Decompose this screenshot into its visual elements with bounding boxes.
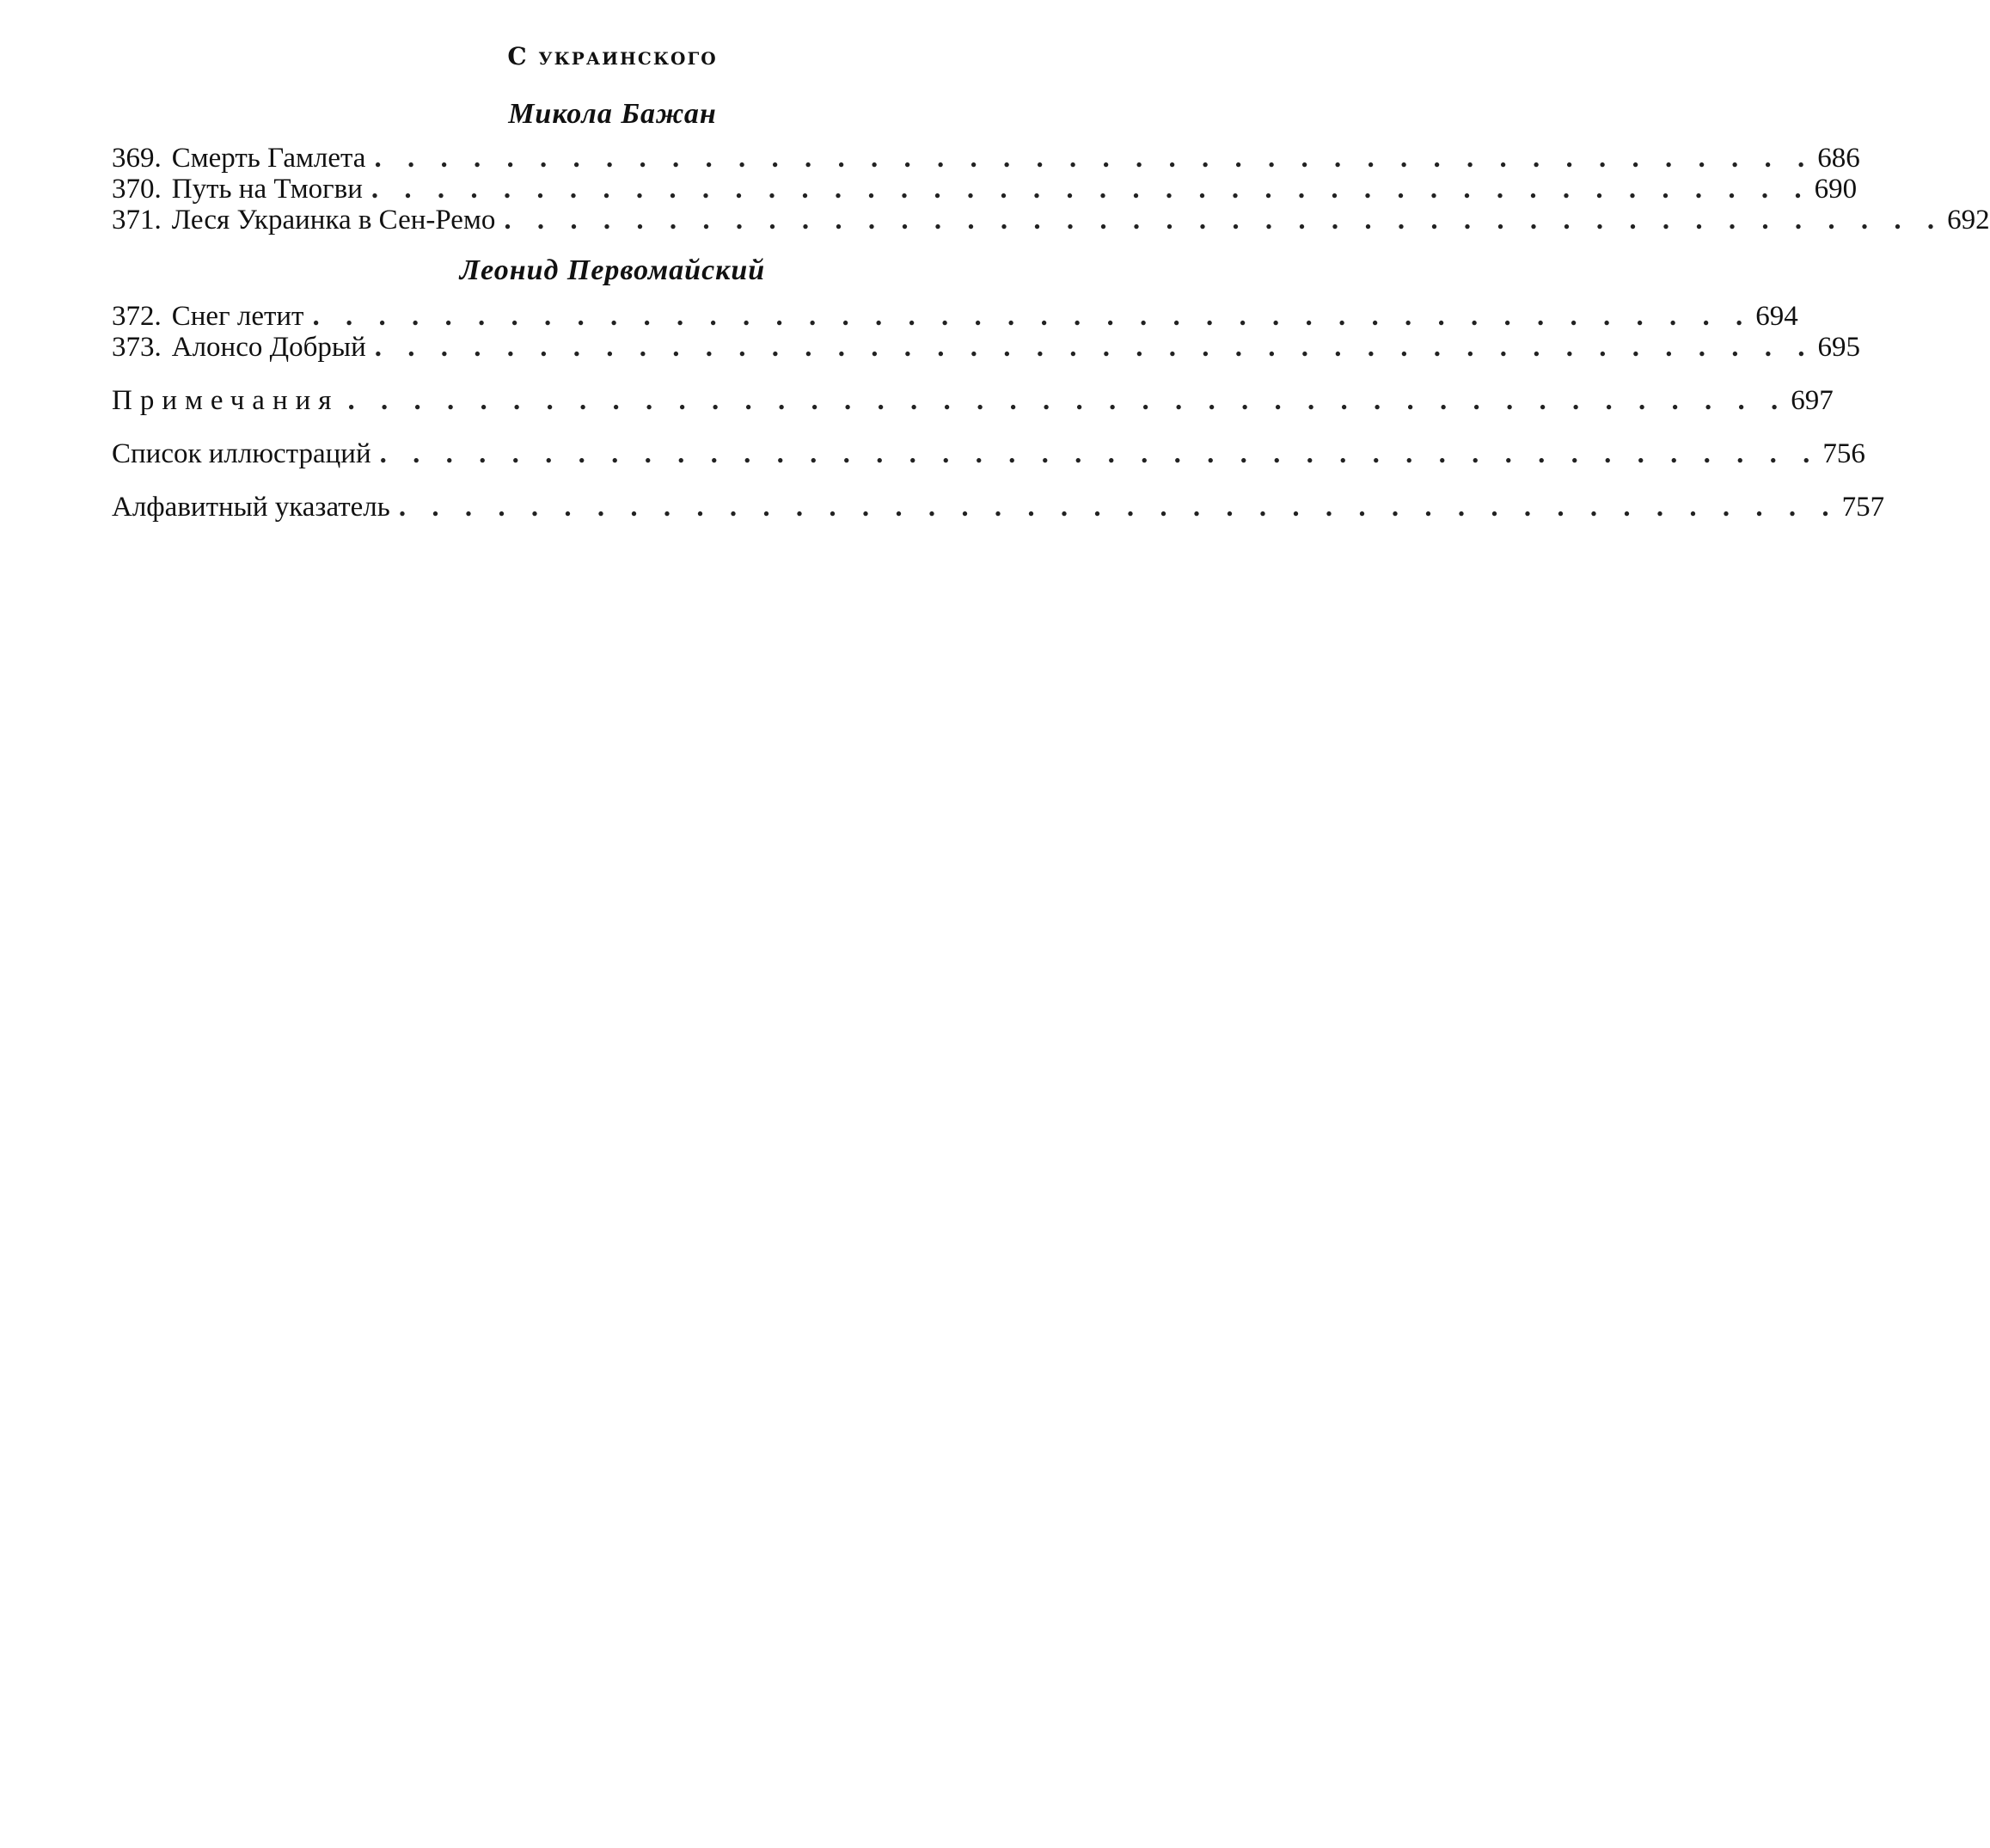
dot-leader: . . . . . . . . . . . . . . . . . . . . . . . . . . . . . . . . . . . . . . . . . . . . bbox=[504, 205, 1944, 236]
entry-page-number: 756 bbox=[1822, 438, 1865, 469]
entry-page-number: 694 bbox=[1755, 301, 1798, 332]
entry-number: 369. bbox=[112, 143, 162, 174]
author-heading: Микола Бажан bbox=[508, 98, 717, 130]
entry-title: Алонсо Добрый bbox=[171, 332, 366, 363]
entry-page-number: 757 bbox=[1841, 492, 1885, 523]
toc-entry-notes[interactable] bbox=[112, 385, 1834, 416]
section-title: С украинского bbox=[507, 42, 718, 70]
dot-leader: . . . . . . . . . . . . . . . . . . . . . . . . . . . . . . . . . . . . . . . . . . . . bbox=[347, 385, 1788, 416]
entry-page-number: 690 bbox=[1814, 174, 1858, 205]
entry-page-number: 686 bbox=[1817, 143, 1860, 174]
toc-entry[interactable] bbox=[112, 174, 1858, 205]
entry-page-number: 692 bbox=[1947, 205, 1990, 236]
dot-leader: . . . . . . . . . . . . . . . . . . . . . . . . . . . . . . . . . . . . . . . . . . . . bbox=[398, 492, 1839, 523]
entry-number: 372. bbox=[112, 301, 162, 332]
toc-entry-illustrations[interactable] bbox=[112, 438, 1865, 469]
dot-leader: . . . . . . . . . . . . . . . . . . . . . . . . . . . . . . . . . . . . . . . . . . . . bbox=[312, 301, 1753, 332]
entry-title: Путь на Тмогви bbox=[171, 174, 363, 205]
dot-leader: . . . . . . . . . . . . . . . . . . . . . . . . . . . . . . . . . . . . . . . . . . . . bbox=[370, 174, 1811, 205]
entry-page-number: 695 bbox=[1817, 332, 1860, 363]
entry-title: Снег летит bbox=[171, 301, 304, 332]
toc-entry[interactable] bbox=[112, 205, 1990, 236]
dot-leader: . . . . . . . . . . . . . . . . . . . . . . . . . . . . . . . . . . . . . . . . . . . . bbox=[379, 438, 1820, 469]
dot-leader: . . . . . . . . . . . . . . . . . . . . . . . . . . . . . . . . . . . . . . . . . . . . bbox=[374, 332, 1815, 363]
entry-title: Леся Украинка в Сен-Ремо bbox=[171, 205, 496, 236]
entry-title: Алфавитный указатель bbox=[112, 492, 390, 523]
entry-title: Смерть Гамлета bbox=[171, 143, 366, 174]
toc-entry[interactable] bbox=[112, 332, 1860, 363]
dot-leader: . . . . . . . . . . . . . . . . . . . . . . . . . . . . . . . . . . . . . . . . . . . . bbox=[374, 143, 1815, 174]
entry-title: Примечания bbox=[112, 385, 340, 416]
toc-entry-index[interactable] bbox=[112, 492, 1885, 523]
toc-entry[interactable] bbox=[112, 143, 1860, 174]
entry-number: 370. bbox=[112, 174, 162, 205]
author-heading: Леонид Первомайский bbox=[459, 254, 766, 286]
entry-page-number: 697 bbox=[1791, 385, 1834, 416]
entry-number: 371. bbox=[112, 205, 162, 236]
entry-number: 373. bbox=[112, 332, 162, 363]
toc-entry[interactable] bbox=[112, 301, 1798, 332]
entry-title: Список иллюстраций bbox=[112, 438, 371, 469]
